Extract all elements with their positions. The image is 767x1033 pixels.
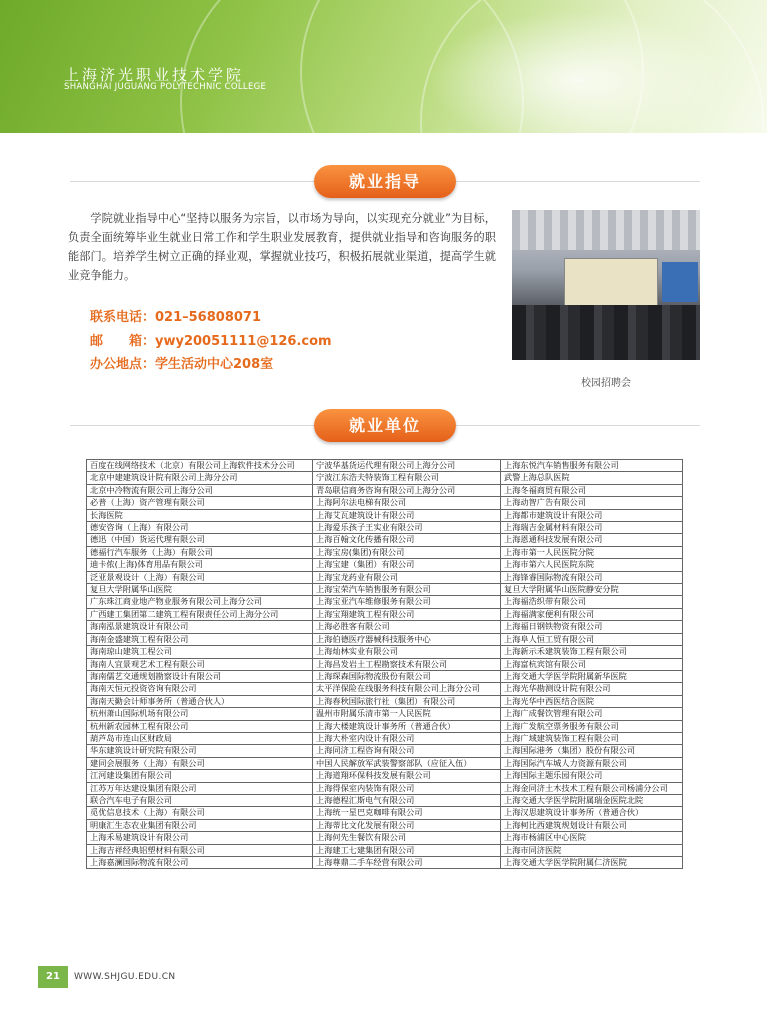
table-cell: 上海福日钢铁物资有限公司	[501, 621, 683, 633]
table-row	[87, 832, 683, 844]
contact-email: 邮 箱：ywy20051111@126.com	[90, 334, 332, 349]
table-cell: 上海禾易建筑设计有限公司	[87, 832, 313, 844]
table-row	[87, 546, 683, 558]
table-cell: 上海广域建筑装饰工程有限公司	[501, 732, 683, 744]
table-row	[87, 633, 683, 645]
table-cell: 上海百翰文化传播有限公司	[313, 534, 501, 546]
table-row	[87, 807, 683, 819]
table-cell: 上海东悦汽车销售服务有限公司	[501, 460, 683, 472]
table-cell: 上海动智广告有限公司	[501, 497, 683, 509]
table-cell: 上海阿尔法电梯有限公司	[313, 497, 501, 509]
table-cell: 上海光华中西医结合医院	[501, 695, 683, 707]
table-cell: 上海嘉澜国际物流有限公司	[87, 857, 313, 869]
contact-phone: 联系电话：021–56808071	[90, 310, 261, 325]
table-cell: 明康汇生态农业集团有限公司	[87, 819, 313, 831]
table-cell: 建同会展服务（上海）有限公司	[87, 757, 313, 769]
employer-table-body	[87, 460, 683, 869]
table-cell: 迪卡侬(上海)体育用品有限公司	[87, 559, 313, 571]
table-cell: 杭州新农园林工程有限公司	[87, 720, 313, 732]
contact-office: 办公地点：学生活动中心208室	[90, 357, 274, 372]
table-cell: 北京中冷物流有限公司上海分公司	[87, 484, 313, 496]
table-cell: 上海宝荣汽车销售服务有限公司	[313, 584, 501, 596]
table-cell: 江苏万年达建设集团有限公司	[87, 782, 313, 794]
table-cell: 太平洋保险在线服务科技有限公司上海分公司	[313, 683, 501, 695]
page-number: 21	[38, 966, 68, 988]
table-cell: 上海光华勘测设计院有限公司	[501, 683, 683, 695]
table-row	[87, 658, 683, 670]
table-row	[87, 794, 683, 806]
table-cell: 北京中建建筑设计院有限公司上海分公司	[87, 472, 313, 484]
table-cell: 上海建工七建集团有限公司	[313, 844, 501, 856]
table-row	[87, 608, 683, 620]
table-cell: 必普（上海）资产管理有限公司	[87, 497, 313, 509]
table-row	[87, 745, 683, 757]
table-row	[87, 646, 683, 658]
table-cell: 上海宝亚汽车维修服务有限公司	[313, 596, 501, 608]
table-cell: 复旦大学附属华山医院静安分院	[501, 584, 683, 596]
table-row	[87, 472, 683, 484]
table-cell: 海南泓景建筑设计有限公司	[87, 621, 313, 633]
table-cell: 上海汉思建筑设计事务所（普通合伙）	[501, 807, 683, 819]
table-row	[87, 621, 683, 633]
table-cell: 上海交通大学医学院附属新华医院	[501, 670, 683, 682]
table-cell: 上海金同济土木技术工程有限公司杨浦分公司	[501, 782, 683, 794]
table-cell: 长海医院	[87, 509, 313, 521]
table-row	[87, 770, 683, 782]
table-cell: 上海锋睿国际物流有限公司	[501, 571, 683, 583]
table-cell: 青岛联信商务咨询有限公司上海分公司	[313, 484, 501, 496]
photo-poster	[662, 262, 698, 302]
table-cell: 上海大朴室内设计有限公司	[313, 732, 501, 744]
table-cell: 上海冬福商贸有限公司	[501, 484, 683, 496]
table-row	[87, 819, 683, 831]
table-cell: 上海同济工程咨询有限公司	[313, 745, 501, 757]
table-cell: 海南天勤会计师事务所（普通合伙人）	[87, 695, 313, 707]
table-cell: 中国人民解放军武装警察部队（应征入伍）	[313, 757, 501, 769]
table-cell: 上海市第一人民医院分院	[501, 546, 683, 558]
table-cell: 上海艾瓦建筑设计有限公司	[313, 509, 501, 521]
table-cell: 百度在线网络技术（北京）有限公司上海软件技术分公司	[87, 460, 313, 472]
table-cell: 上海交通大学医学院附属仁济医院	[501, 857, 683, 869]
table-cell: 海南人宜景观艺术工程有限公司	[87, 658, 313, 670]
table-cell: 海南天恒元投资咨询有限公司	[87, 683, 313, 695]
table-cell: 上海阜人恒工贸有限公司	[501, 633, 683, 645]
table-cell: 德福行汽车服务（上海）有限公司	[87, 546, 313, 558]
table-row	[87, 571, 683, 583]
table-row	[87, 757, 683, 769]
table-row	[87, 708, 683, 720]
table-row	[87, 596, 683, 608]
table-cell: 上海市同济医院	[501, 844, 683, 856]
table-cell: 上海宝房(集团)有限公司	[313, 546, 501, 558]
table-cell: 海南儒艺交通规划勘察设计有限公司	[87, 670, 313, 682]
table-cell: 德安咨询（上海）有限公司	[87, 522, 313, 534]
table-cell: 觅优信息技术（上海）有限公司	[87, 807, 313, 819]
table-cell: 华东建筑设计研究院有限公司	[87, 745, 313, 757]
school-name-cn: 上海济光职业技术学院	[64, 66, 245, 84]
table-cell: 上海交通大学医学院附属瑞金医院北院	[501, 794, 683, 806]
table-cell: 上海恩通科技发展有限公司	[501, 534, 683, 546]
table-cell: 上海宝建（集团）有限公司	[313, 559, 501, 571]
table-row	[87, 584, 683, 596]
table-row	[87, 857, 683, 869]
table-row	[87, 683, 683, 695]
table-cell: 上海何先生餐饮有限公司	[313, 832, 501, 844]
table-cell: 上海福浩织带有限公司	[501, 596, 683, 608]
table-cell: 上海道翔环保科技发展有限公司	[313, 770, 501, 782]
table-cell: 广东珠江商业地产物业服务有限公司上海分公司	[87, 596, 313, 608]
table-cell: 上海宝翔建筑工程有限公司	[313, 608, 501, 620]
photo-ceiling	[512, 210, 700, 250]
table-cell: 上海广成餐饮管理有限公司	[501, 708, 683, 720]
website-url: WWW.SHJGU.EDU.CN	[74, 972, 176, 982]
photo-crowd	[512, 305, 700, 360]
table-cell: 杭州萧山国际机场有限公司	[87, 708, 313, 720]
table-row	[87, 559, 683, 571]
table-cell: 上海福满家便利有限公司	[501, 608, 683, 620]
table-row	[87, 782, 683, 794]
header-banner	[0, 0, 767, 133]
table-row	[87, 720, 683, 732]
table-cell: 上海德程汇斯电气有限公司	[313, 794, 501, 806]
table-row	[87, 497, 683, 509]
table-cell: 上海富杭宾馆有限公司	[501, 658, 683, 670]
table-cell: 上海伯德医疗器械科技服务中心	[313, 633, 501, 645]
table-row	[87, 522, 683, 534]
table-cell: 上海蒂比文化发展有限公司	[313, 819, 501, 831]
table-cell: 海南金盛建筑工程有限公司	[87, 633, 313, 645]
table-cell: 上海广发航空票务服务有限公司	[501, 720, 683, 732]
table-cell: 德迅（中国）货运代理有限公司	[87, 534, 313, 546]
table-cell: 上海灿林实业有限公司	[313, 646, 501, 658]
table-cell: 海南琼山建筑工程公司	[87, 646, 313, 658]
table-cell: 复旦大学附属华山医院	[87, 584, 313, 596]
table-row	[87, 534, 683, 546]
school-name-en: SHANGHAI JUGUANG POLYTECHNIC COLLEGE	[64, 82, 267, 92]
guidance-intro: 学院就业指导中心“坚持以服务为宗旨，以市场为导向，以实现充分就业”为目标，负责全面统筹毕业生就业日常工作和学生职业发展教育，提供就业指导和咨询服务的职能部门。培养学生树立正确的择业观，掌握就业技巧，积极拓展就业渠道，提高学生就业竞争能力。	[68, 212, 496, 282]
section-title-guidance: 就业指导	[314, 165, 456, 198]
table-cell: 上海国际汽车城人力资源有限公司	[501, 757, 683, 769]
table-cell: 上海统一星巴克咖啡有限公司	[313, 807, 501, 819]
table-cell: 上海国际主题乐园有限公司	[501, 770, 683, 782]
table-row	[87, 732, 683, 744]
table-cell: 上海市杨浦区中心医院	[501, 832, 683, 844]
table-cell: 上海国际港务（集团）股份有限公司	[501, 745, 683, 757]
photo-caption: 校园招聘会	[581, 378, 631, 389]
table-cell: 上海必胜客有限公司	[313, 621, 501, 633]
section-title-units: 就业单位	[314, 409, 456, 442]
table-cell: 上海得保室内装饰有限公司	[313, 782, 501, 794]
table-cell: 上海大楼建筑设计事务所（普通合伙）	[313, 720, 501, 732]
table-cell: 上海宝龙药业有限公司	[313, 571, 501, 583]
table-cell: 广西建工集团第二建筑工程有限责任公司上海分公司	[87, 608, 313, 620]
table-cell: 上海琛森国际物流股份有限公司	[313, 670, 501, 682]
table-cell: 上海瑞吉金属材料有限公司	[501, 522, 683, 534]
table-row	[87, 509, 683, 521]
table-cell: 上海昌发岩土工程勘察技术有限公司	[313, 658, 501, 670]
job-fair-photo	[512, 210, 700, 360]
table-cell: 温州市附属乐清市第一人民医院	[313, 708, 501, 720]
table-cell: 江河建设集团有限公司	[87, 770, 313, 782]
table-cell: 上海春秋国际旅行社（集团）有限公司	[313, 695, 501, 707]
table-row	[87, 695, 683, 707]
table-cell: 上海新示禾建筑装饰工程有限公司	[501, 646, 683, 658]
table-row	[87, 844, 683, 856]
table-cell: 宁波华基货运代理有限公司上海分公司	[313, 460, 501, 472]
table-cell: 上海爱乐孩子王实业有限公司	[313, 522, 501, 534]
table-cell: 上海都市建筑设计有限公司	[501, 509, 683, 521]
table-cell: 葫芦岛市连山区财政局	[87, 732, 313, 744]
table-cell: 上海柯比西建筑规划设计有限公司	[501, 819, 683, 831]
table-cell: 上海吉祥经典铝塑材料有限公司	[87, 844, 313, 856]
table-cell: 泛亚景观设计（上海）有限公司	[87, 571, 313, 583]
table-cell: 上海尊鼎二手车经营有限公司	[313, 857, 501, 869]
table-cell: 武警上海总队医院	[501, 472, 683, 484]
employer-table	[86, 459, 683, 869]
table-row	[87, 460, 683, 472]
banner-glow	[427, 10, 727, 133]
table-cell: 联合汽车电子有限公司	[87, 794, 313, 806]
table-row	[87, 670, 683, 682]
table-cell: 宁波江东浩夫特装饰工程有限公司	[313, 472, 501, 484]
table-cell: 上海市第六人民医院东院	[501, 559, 683, 571]
table-row	[87, 484, 683, 496]
